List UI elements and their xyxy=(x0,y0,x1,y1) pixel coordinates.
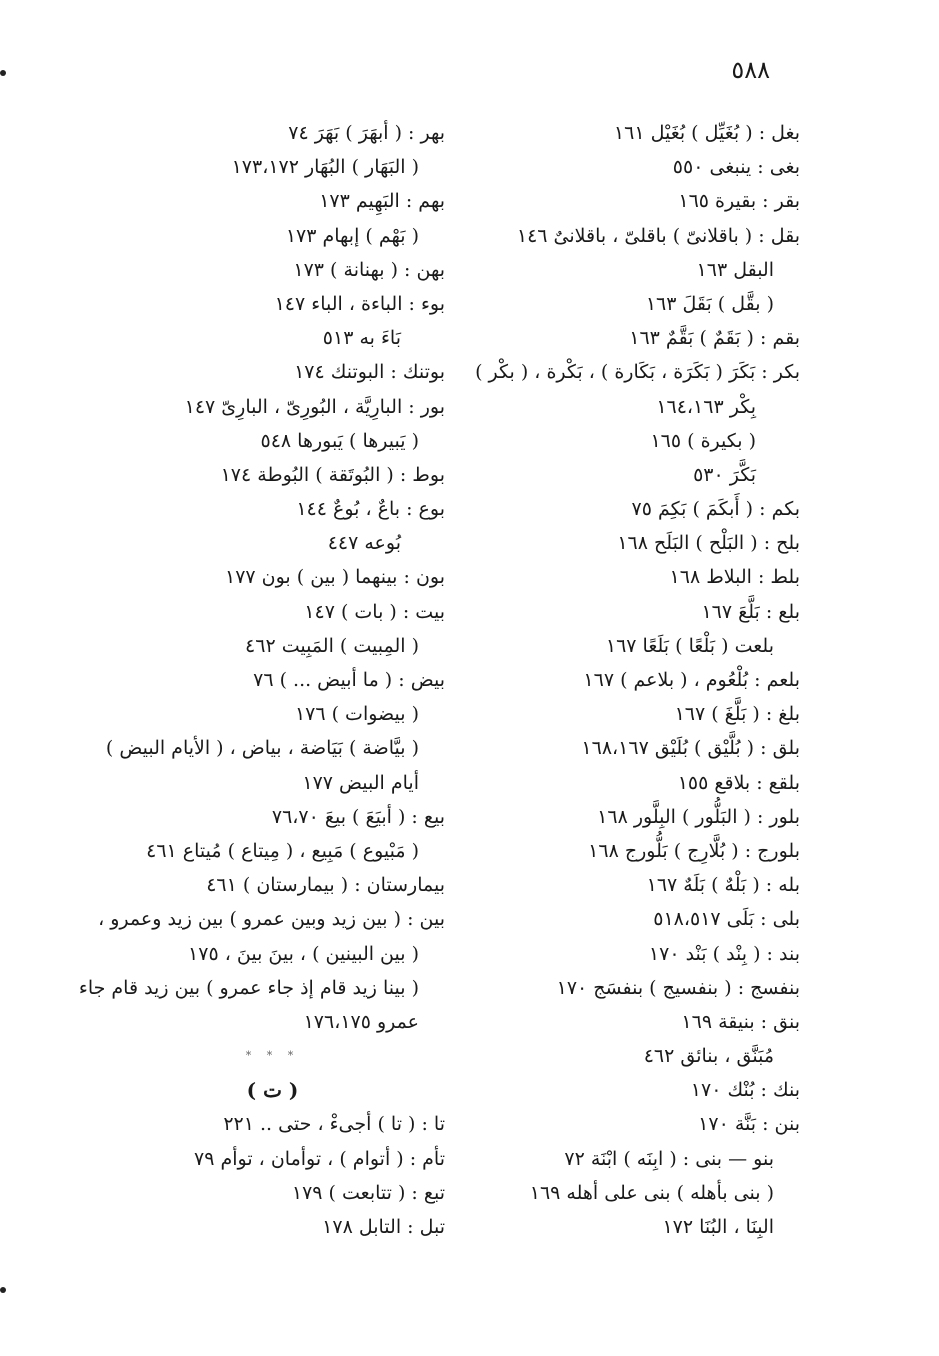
index-entry: ( بين البينين ) ، بينَ بينَ ، ١٧٥ xyxy=(188,942,419,965)
index-entry: بند : ( بِنْد ) بَنْد ١٧٠ xyxy=(648,942,800,965)
left-column xyxy=(78,116,445,1244)
index-entry: بغى : ينبغى ٥٥٠ xyxy=(672,156,800,179)
index-entry: ( بينا زيد قام إذ جاء عمرو ) بين زيد قام جاء xyxy=(78,976,419,999)
page-number: ٥٨٨ xyxy=(731,56,770,84)
index-entry: ( بقَّل ) بَقَلَ ١٦٣ xyxy=(645,292,774,315)
index-entry: تأم : ( أتوام ) ، توأمان ، توأم ٧٩ xyxy=(194,1147,445,1170)
index-entry: بِكْر ١٦٤،١٦٣ xyxy=(656,395,756,418)
index-entry: بوتنك : البوتنك ١٧٤ xyxy=(294,361,445,384)
index-entry: تا : ( تا ) أجىءْ ، حتى .. ٢٢١ xyxy=(223,1113,445,1136)
index-entry: بيمارستان : ( بيمارستان ) ٤٦١ xyxy=(206,874,445,897)
index-entry: بله : ( بَلْهٌ ) بَلَهٌ ١٦٧ xyxy=(646,874,800,897)
index-entry: ( بَهْم ) إبهام ١٧٣ xyxy=(285,224,419,247)
index-entry: بون : بينهما ( بين ) بون ١٧٧ xyxy=(224,566,445,589)
index-entry: بيت : ( بات ) ١٤٧ xyxy=(304,600,445,623)
index-entry: بوء : الباءة ، الباء ١٤٧ xyxy=(274,292,445,315)
index-entry: ( بكيرة ) ١٦٥ xyxy=(650,429,756,452)
index-entry: بلور : ( البَلُّور ) البِلَّور ١٦٨ xyxy=(597,805,800,828)
index-entry: بَكَّرَ ٥٣٠ xyxy=(693,463,756,486)
index-entry: تبع : ( تتابعت ) ١٧٩ xyxy=(291,1181,445,1204)
index-entry: بقر : بقيرة ١٦٥ xyxy=(678,190,800,213)
index-entry: بوط : ( البُوتَقة ) البُوطة ١٧٤ xyxy=(220,463,445,486)
index-entry: بهر : ( أبهَرَ ) بَهَرَ ٧٤ xyxy=(288,122,445,144)
index-entry: بوع : باعٌ ، بُوعٌ ١٤٤ xyxy=(296,498,445,521)
index-entry: أيام البيض ١٧٧ xyxy=(302,771,419,794)
index-entry: البِنَا ، البُنَا ١٧٢ xyxy=(662,1216,774,1238)
index-entry: بهن : ( بهنانة ) ١٧٣ xyxy=(293,258,445,281)
index-entry: بور : البارِيَّة ، البُورِىّ ، البارِىّ ١٤٧ xyxy=(184,395,445,418)
index-entry: بهم : البَهِيم ١٧٣ xyxy=(319,190,445,213)
index-entry: ( البَهَار ) البُهَار ١٧٣،١٧٢ xyxy=(231,156,419,179)
index-entry: بلع : بَلَّعَ ١٦٧ xyxy=(701,600,800,623)
index-entry: ( المِبيت ) المَبِيت ٤٦٢ xyxy=(245,634,419,657)
index-entry: بلق : ( بُلَّيْق ) بُلَيْق ١٦٨،١٦٧ xyxy=(581,737,800,760)
index-entry: عمرو ١٧٦،١٧٥ xyxy=(303,1010,419,1033)
index-entry: بنك : بُنْك ١٧٠ xyxy=(690,1079,800,1102)
index-entry: بغل : ( بُغَيِّل ) بُغَيْل ١٦١ xyxy=(613,122,800,144)
index-entry: بنن : بَنَّة ١٧٠ xyxy=(698,1113,800,1136)
margin-mark xyxy=(0,1287,6,1293)
right-column xyxy=(470,116,800,1244)
index-entry: بَاءَ به ٥١٣ xyxy=(322,327,401,350)
index-entry: البقل ١٦٣ xyxy=(696,258,774,281)
index-entry: بقل : ( باقلانىّ ) باقلىّ ، باقلانىٌ ١٤٦ xyxy=(516,224,800,247)
index-entry: بلط : البلاط ١٦٨ xyxy=(669,566,800,589)
index-entry: بلغ : ( بَلَّغَ ) ١٦٧ xyxy=(674,703,800,726)
index-entry: مُبَنَّق ، بنائق ٤٦٢ xyxy=(643,1045,774,1068)
section-separator: * * * xyxy=(245,1049,300,1063)
index-entry: بنق : بنيقة ١٦٩ xyxy=(681,1010,800,1033)
index-entry: بقم : ( بَقَمٌ ) بَقَّمٌ ١٦٣ xyxy=(629,327,800,350)
index-entry: بُوعه ٤٤٧ xyxy=(327,532,401,555)
index-entry: بنفسج : ( بنفسيج ) بنفسَج ١٧٠ xyxy=(556,976,800,999)
index-entry: ( بيَّاضة ) بَيَاضة ، بياض ، ( الأيام البيض ) xyxy=(105,737,419,760)
left-column-entries xyxy=(78,116,445,1039)
index-entry: ( مَبْيوع ) مَبِيع ، ( مِيتاع ) مُيتاع ٤٦١ xyxy=(146,839,419,862)
margin-mark xyxy=(0,70,6,76)
index-entry: بين : ( بين زيد وبين عمرو ) بين زيد وعمرو ، xyxy=(98,908,445,931)
index-entry: بلح : ( البَلْح ) البَلَح ١٦٨ xyxy=(617,532,800,555)
index-entry: بلى : بَلَى ٥١٨،٥١٧ xyxy=(653,908,800,931)
index-entry: بلقع : بلاقع ١٥٥ xyxy=(677,771,800,794)
index-entry: بيع : ( أبيَعَ ) بيعَ ٧٦،٧٠ xyxy=(271,805,445,828)
index-entry: بكر : بَكَرَ ( بَكَرَة ، بَكَارة ) ، بَكْرة ، ( بكْر ) xyxy=(475,361,800,384)
index-entry: بيض : ( ما أبيض ... ) ٧٦ xyxy=(253,669,445,691)
section-title: ( ت ) xyxy=(246,1078,299,1103)
index-entry: بلعم : بُلْعُوم ، ( بلاعم ) ١٦٧ xyxy=(583,669,800,691)
index-entry: ( بنى بأهله ) بنى على أهله ١٦٩ xyxy=(529,1181,774,1204)
index-entry: بكم : ( أَبكَمَ ) بَكِمَ ٧٥ xyxy=(631,498,800,521)
index-entry: بلعت ( بَلْعًا ) بَلَعًا ١٦٧ xyxy=(605,634,774,657)
index-entry: ( يَبيرها ) يَبورها ٥٤٨ xyxy=(260,429,419,452)
index-entry: بنو — بنى : ( ابِنَه ) ابْنَة ٧٢ xyxy=(564,1147,774,1170)
index-entry: ( بيضوات ) ١٧٦ xyxy=(294,703,419,726)
section-entries xyxy=(100,1107,445,1244)
index-entry: تبل : التابل ١٧٨ xyxy=(322,1216,445,1238)
index-entry: بلورج : ( بُلَّارِج ) بَلُّورج ١٦٨ xyxy=(588,839,800,862)
